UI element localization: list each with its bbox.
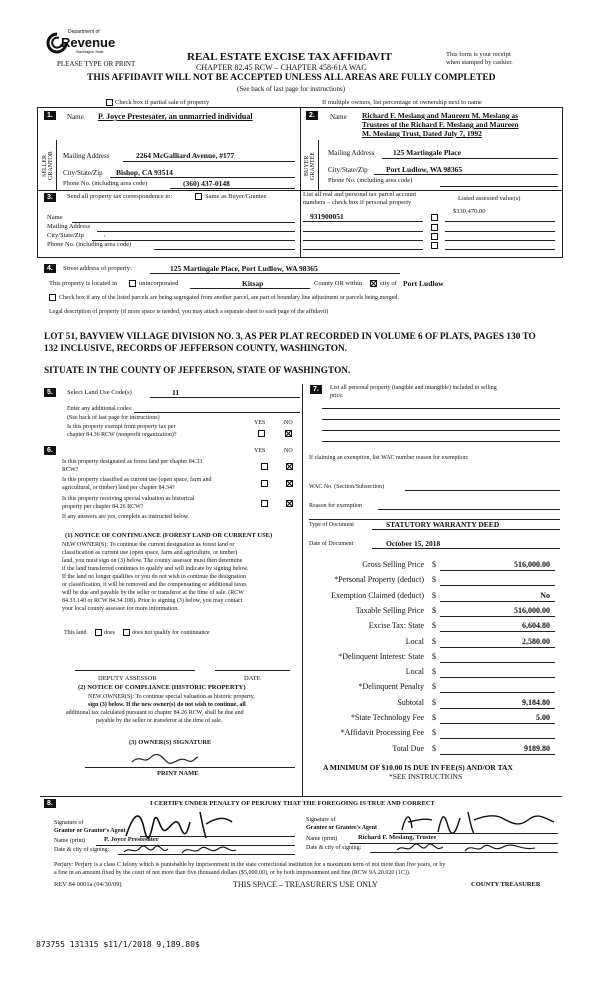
- tax-row-currency: $: [432, 606, 436, 615]
- partial-sale-checkbox[interactable]: [106, 99, 113, 106]
- logo-name: Revenue: [61, 35, 116, 50]
- seller-mailing: 2264 McGalliard Avenue, #177: [136, 151, 235, 160]
- s5-no: NO: [284, 420, 293, 426]
- exempt-question-2: chapter 84.36 RCW (nonprofit organization)?: [67, 432, 177, 438]
- property-county: Kitsap: [242, 279, 264, 288]
- s3-name-label: Name: [47, 214, 63, 221]
- s6-no: NO: [284, 448, 293, 454]
- see-instructions-note: *SEE INSTRUCTIONS: [389, 772, 463, 781]
- exempt-yes-checkbox[interactable]: [258, 430, 265, 437]
- notice-continuance-line: classification as current use (open space, farm and agriculture, or timber): [62, 550, 238, 556]
- buyer-city: Port Ludlow, WA 98365: [386, 165, 463, 174]
- grantor-date-label: Date & city of signing:: [54, 847, 110, 853]
- notice-continuance-line: 84.33.140 or RCW 84.34.108). Prior to signing (3) below, you may contact: [62, 598, 243, 604]
- county-or-label: County OR within: [314, 280, 363, 287]
- legal-line-2: 132 INCLUSIVE, RECORDS OF JEFFERSON COUNTY, WASHINGTON.: [44, 344, 347, 354]
- tax-row-value: 9,184.80: [522, 698, 550, 707]
- parcel-header-2: numbers – check box if personal property: [303, 199, 412, 206]
- tax-row-label: Local: [405, 637, 424, 646]
- seller-phone-label: Phone No. (including area code): [63, 180, 148, 187]
- reason-label: Reason for exemption: [309, 503, 362, 509]
- within-city-checkbox[interactable]: [370, 280, 377, 287]
- parcel-personal-checkbox-2[interactable]: [431, 224, 438, 231]
- property-street: 125 Martingale Place, Port Ludlow, WA 98365: [170, 264, 318, 273]
- exempt-question-1: Is this property exempt from property tax per: [67, 424, 176, 430]
- tax-row-label: Excise Tax: State: [368, 621, 424, 630]
- send-correspondence-label: Send all property tax correspondence to:: [67, 193, 173, 200]
- grantor-signature-label-2: Grantor or Grantor's Agent: [54, 828, 126, 834]
- forest-yes-checkbox[interactable]: [261, 463, 268, 470]
- street-label: Street address of property:: [63, 265, 132, 272]
- county-treasurer: COUNTY TREASURER: [471, 881, 541, 888]
- historic-yes-checkbox[interactable]: [261, 500, 268, 507]
- receipt-note-1: This form is your receipt: [446, 51, 511, 58]
- section-8-number: 8.: [44, 799, 56, 808]
- qualify-label-c: does not qualify for continuance: [132, 630, 210, 636]
- land-use-code: 11: [172, 388, 180, 397]
- legal-description-label: Legal description of property (if more space is needed, you may attach a separate sheet to each page of the affidavit): [49, 309, 329, 315]
- doc-date: October 15, 2018: [386, 539, 441, 548]
- s5-yes: YES: [254, 420, 266, 426]
- tax-row-label: Gross Selling Price: [362, 560, 424, 569]
- seller-name-label: Name: [67, 113, 84, 121]
- seller-city-label: City/State/Zip: [63, 169, 103, 177]
- parcel-personal-checkbox-3[interactable]: [431, 233, 438, 240]
- tax-row-label: *Affidavit Processing Fee: [340, 728, 424, 737]
- tax-row-label: Taxable Selling Price: [355, 606, 424, 615]
- seller-city: Bishop, CA 93514: [116, 168, 173, 177]
- please-type: PLEASE TYPE OR PRINT: [57, 60, 136, 68]
- s6-yes: YES: [254, 448, 266, 454]
- same-as-buyer-checkbox[interactable]: [195, 193, 202, 200]
- treasurer-space: THIS SPACE – TREASURER'S USE ONLY: [233, 880, 378, 889]
- current-use-no-checkbox[interactable]: [286, 480, 293, 487]
- owner-signature-title: (3) OWNER(S) SIGNATURE: [129, 739, 212, 746]
- tax-row-value: 5.00: [536, 713, 550, 722]
- property-city: Port Ludlow: [403, 279, 444, 288]
- grantee-name-label: Name (print): [306, 836, 338, 842]
- s3-phone-label: Phone No. (including area code): [47, 241, 132, 248]
- form-see-back: (See back of last page for instructions): [237, 85, 346, 93]
- doc-type: STATUTORY WARRANTY DEED: [386, 520, 500, 529]
- seller-name: P. Joyce Prestesater, an unmarried individual: [98, 112, 253, 121]
- grantee-signature-label-1: Signature of: [306, 817, 336, 823]
- tax-row-label: Total Due: [392, 744, 424, 753]
- form-number: REV 84 0001a (04/30/09): [54, 881, 122, 888]
- logo-department: Department of: [68, 29, 100, 35]
- owner-signature-mark: [130, 752, 200, 771]
- certify-statement: I CERTIFY UNDER PENALTY OF PERJURY THAT THE FOREGOING IS TRUE AND CORRECT: [150, 800, 435, 807]
- current-use-question-1: Is this property classified as current use (open space, farm and: [62, 477, 212, 483]
- wac-label: WAC No. (Section/Subsection): [309, 484, 385, 490]
- same-as-buyer-label: Same as Buyer/Grantee: [205, 193, 267, 200]
- unincorporated-checkbox[interactable]: [129, 280, 136, 287]
- tax-row-currency: $: [432, 744, 436, 753]
- notice-continuance-line: your local county assessor for more information.: [62, 606, 179, 612]
- tax-row-currency: $: [432, 637, 436, 646]
- grantee-date-handwriting: [395, 841, 545, 860]
- legal-line-3: SITUATE IN THE COUNTY OF JEFFERSON, STATE OF WASHINGTON.: [44, 366, 351, 376]
- section-2-number: 2.: [306, 111, 318, 120]
- perjury-line-2: a fine in an amount fixed by the court of not more than five thousand dollars ($5,000.00), or by both imprisonment and fine (RCW 9A.20.020 (1C)).: [54, 870, 411, 876]
- section-7-number: 7.: [310, 385, 322, 394]
- buyer-mailing: 125 Martingale Place: [393, 148, 461, 157]
- minimum-fee-note: A MINIMUM OF $10.00 IS DUE IN FEE(S) AND/OR TAX: [323, 763, 513, 772]
- notice-continuance-line: If the land no longer qualifies or you do not wish to continue the designation: [62, 574, 246, 580]
- notice-compliance-line: additional tax calculated pursuant to chapter 84.26 RCW, shall be due and: [66, 710, 244, 716]
- tax-row-label: *Delinquent Interest: State: [338, 652, 424, 661]
- legal-line-1: LOT 51, BAYVIEW VILLAGE DIVISION NO. 3, AS PER PLAT RECORDED IN VOLUME 6 OF PLATS, PAGES 130 TO: [44, 332, 536, 342]
- tax-row-label: *State Technology Fee: [350, 713, 424, 722]
- notice-continuance-line: if the land transferred continues to qualify and will indicate by signing below.: [62, 566, 249, 572]
- buyer-mailing-label: Mailing Address: [328, 149, 375, 157]
- exemption-label: If claiming an exemption, list WAC number reason for exemption:: [309, 455, 469, 461]
- receipt-note-2: when stamped by cashier.: [446, 59, 513, 66]
- grantor-date-handwriting: [122, 843, 242, 862]
- notice-compliance-line: sign (3) below. If the new owner(s) do not wish to continue, all: [88, 702, 246, 708]
- logo-state: Washington State: [76, 50, 104, 54]
- grantee-name: Richard F. Meslang, Trustee: [358, 834, 437, 841]
- cashier-stamp: 873755 131315 $11/1/2018 9,189.80$: [36, 940, 200, 949]
- tax-row-value: 2,580.00: [522, 637, 550, 646]
- form-title: REAL ESTATE EXCISE TAX AFFIDAVIT: [187, 51, 392, 63]
- historic-no-checkbox[interactable]: [286, 500, 293, 507]
- tax-row-currency: $: [432, 713, 436, 722]
- grantor-name: P. Joyce Prestesater: [104, 836, 159, 843]
- notice-compliance-title: (2) NOTICE OF COMPLIANCE (HISTORIC PROPERTY): [78, 684, 246, 691]
- tax-row-currency: $: [432, 667, 436, 676]
- doc-date-label: Date of Document: [309, 541, 354, 547]
- notice-continuance-line: will be due and payable by the seller or transferor at the time of sale. (RCW: [62, 590, 244, 596]
- segregated-checkbox[interactable]: [49, 294, 56, 301]
- qualify-does-checkbox[interactable]: [95, 629, 102, 636]
- tax-row-currency: $: [432, 621, 436, 630]
- forest-no-checkbox[interactable]: [286, 463, 293, 470]
- section-6-number: 6.: [44, 446, 56, 455]
- dor-logo: [46, 29, 116, 58]
- tax-row-value: 6,604.80: [522, 621, 550, 630]
- segregated-label: Check box if any of the listed parcels are being segregated from another parcel, are part of boundary line adjustment or parcels being merged.: [59, 295, 399, 301]
- seller-phone: (360) 437-0148: [183, 179, 230, 188]
- buyer-name-label: Name: [330, 113, 347, 121]
- form-chapter: CHAPTER 82.45 RCW – CHAPTER 458-61A WAC: [196, 63, 367, 72]
- personal-property-label-2: price.: [330, 393, 344, 399]
- parcel-personal-checkbox-1[interactable]: [431, 214, 438, 221]
- buyer-city-label: City/State/Zip: [328, 166, 368, 174]
- historic-question-1: Is this property receiving special valuation as historical: [62, 496, 195, 502]
- parcel-header-1: List all real and personal tax parcel account: [303, 191, 417, 198]
- city-of-label: city of: [380, 280, 397, 287]
- historic-question-2: property per chapter 84.26 RCW?: [62, 504, 144, 510]
- doc-type-label: Type of Document: [309, 522, 354, 528]
- tax-row-currency: $: [432, 575, 436, 584]
- tax-row-currency: $: [432, 682, 436, 691]
- notice-continuance-line: NEW OWNER(S): To continue the current designation as forest land or: [62, 542, 235, 548]
- notice-compliance-line: payable by the seller or transferor at the time of sale.: [96, 718, 223, 724]
- current-use-yes-checkbox[interactable]: [261, 480, 268, 487]
- qualify-label-b: does: [104, 630, 115, 636]
- forest-question-2: RCW?: [62, 467, 79, 473]
- qualify-does-not-checkbox[interactable]: [123, 629, 130, 636]
- buyer-phone-label: Phone No. (including area code): [328, 177, 413, 184]
- land-use-label: Select Land Use Code(s): [67, 389, 132, 396]
- perjury-line-1: Perjury: Perjury is a class C felony which is punishable by imprisonment in the state correctional institution for a maximum term of not more than five years, or by: [54, 862, 446, 868]
- s3-city-label: City/State/Zip: [47, 232, 84, 239]
- buyer-name-line1: Richard F. Meslang and Maureen M. Meslang as: [362, 111, 519, 120]
- s5-see-back: (See back of last page for instructions): [67, 415, 160, 421]
- form-warning: THIS AFFIDAVIT WILL NOT BE ACCEPTED UNLESS ALL AREAS ARE FULLY COMPLETED: [87, 73, 496, 83]
- tax-row-value: No: [540, 591, 550, 600]
- tax-row-currency: $: [432, 560, 436, 569]
- forest-question-1: Is this property designated as forest land per chapter 84.33: [62, 459, 203, 465]
- section-3-number: 3.: [44, 193, 56, 202]
- buyer-name-line2: Trustees of the Richard F. Meslang and Maureen: [362, 120, 519, 129]
- exempt-no-checkbox[interactable]: [285, 430, 292, 437]
- qualify-label-a: This land: [64, 630, 87, 636]
- tax-row-label: Subtotal: [397, 698, 424, 707]
- tax-row-label: Local: [405, 667, 424, 676]
- tax-row-currency: $: [432, 591, 436, 600]
- grantee-date-label: Date & city of signing:: [306, 845, 362, 851]
- buyer-name-line3: M. Meslang Trust, Dated July 7, 1992: [362, 129, 482, 138]
- tax-row-label: *Delinquent Penalty: [358, 682, 424, 691]
- grantor-signature-label-1: Signature of: [54, 820, 84, 826]
- notice-compliance-line: NEW OWNER(S): To continue special valuation as historic property,: [88, 694, 255, 700]
- assessed-value: $330,470.00: [453, 208, 486, 215]
- tax-row-value: 516,000.00: [514, 606, 550, 615]
- tax-row-currency: $: [432, 698, 436, 707]
- multiple-owners-label: If multiple owners, list percentage of ownership next to name: [322, 99, 482, 106]
- current-use-question-2: agricultural, or timber) land per chapter 84.34?: [62, 485, 175, 491]
- tax-row-currency: $: [432, 728, 436, 737]
- tax-row-value: 9189.80: [524, 744, 550, 753]
- s3-mailing-label: Mailing Address: [47, 223, 91, 230]
- notice-continuance-line: or classification, it will be removed and the compensating or additional taxes: [62, 582, 247, 588]
- located-label: This property is located in: [49, 280, 118, 287]
- partial-sale-label: Check box if partial sale of property: [115, 99, 210, 106]
- seller-mailing-label: Mailing Address: [63, 152, 110, 160]
- section-5-number: 5.: [44, 388, 56, 397]
- deputy-assessor-label: DEPUTY ASSESSOR: [98, 675, 157, 682]
- tax-row-label: Exemption Claimed (deduct): [331, 591, 424, 600]
- tax-row-label: *Personal Property (deduct): [334, 575, 424, 584]
- buyer-side-label: BUYER GRANTEE: [304, 152, 316, 180]
- personal-property-label-1: List all personal property (tangible and intangible) included in selling: [330, 385, 497, 391]
- notice-continuance-title: (1) NOTICE OF CONTINUANCE (FOREST LAND OR CURRENT USE): [65, 532, 273, 539]
- parcel-number: 931900051: [310, 212, 344, 221]
- assessed-header: Listed assessed value(s): [458, 195, 521, 202]
- seller-side-label: SELLER GRANTOR: [42, 151, 54, 181]
- grantee-signature-label-2: Grantee or Grantee's Agent: [306, 825, 378, 831]
- parcel-personal-checkbox-4[interactable]: [431, 242, 438, 249]
- tax-row-currency: $: [432, 652, 436, 661]
- grantor-name-label: Name (print): [54, 838, 86, 844]
- deputy-date-label: DATE: [244, 675, 261, 682]
- answers-note: If any answers are yes, complete as instructed below.: [62, 514, 190, 520]
- tax-row-value: 516,000.00: [514, 560, 550, 569]
- section-1-number: 1.: [44, 111, 56, 120]
- additional-codes-label: Enter any additional codes:: [67, 406, 133, 412]
- section-4-number: 4.: [44, 264, 56, 273]
- notice-continuance-line: land, you must sign on (3) below. The county assessor must then determine: [62, 558, 243, 564]
- s3-city-value: ,: [104, 231, 106, 238]
- unincorporated-label: unincorporated: [139, 280, 179, 287]
- print-name-label: PRINT NAME: [157, 770, 199, 777]
